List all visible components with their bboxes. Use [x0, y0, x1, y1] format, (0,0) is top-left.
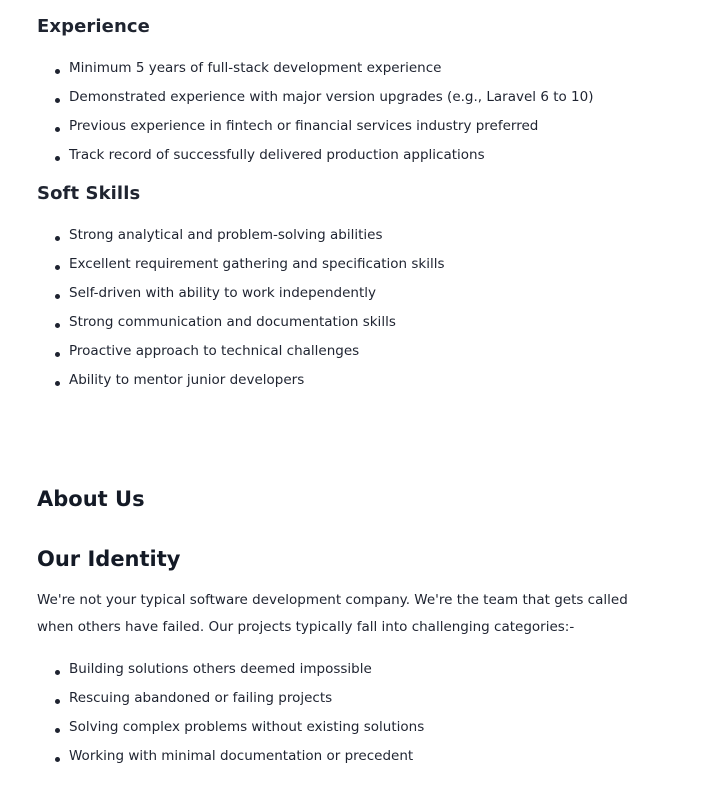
list-item-text: Strong communication and documentation skills — [69, 314, 396, 330]
list-item — [37, 308, 445, 337]
bullet-icon — [55, 69, 60, 74]
bullet-icon — [55, 352, 60, 357]
identity-paragraph: We're not your typical software development company. We're the team that gets called when others have failed. Our projects typically fall into challenging categories:- — [37, 592, 628, 635]
bullet-icon — [55, 127, 60, 132]
list-item — [37, 112, 593, 141]
soft-skills-list — [37, 221, 445, 395]
list-item-text: Strong analytical and problem-solving abilities — [69, 227, 383, 243]
bullet-icon — [55, 236, 60, 241]
list-item — [37, 742, 657, 771]
experience-heading: Experience — [37, 16, 150, 37]
bullet-icon — [55, 670, 60, 675]
bullet-icon — [55, 294, 60, 299]
list-item-text: Proactive approach to technical challenges — [69, 343, 360, 359]
bullet-icon — [55, 381, 60, 386]
list-item-text: Previous experience in fintech or financial services industry preferred — [69, 118, 539, 134]
list-item — [37, 684, 657, 713]
list-item-text: Solving complex problems without existing solutions — [69, 719, 425, 735]
list-item — [37, 141, 593, 170]
experience-list — [37, 54, 593, 170]
list-item-text: Building solutions others deemed impossible — [69, 661, 372, 677]
list-item — [37, 337, 445, 366]
list-item — [37, 279, 445, 308]
list-item — [37, 250, 445, 279]
list-item — [37, 655, 657, 684]
list-item-text: Excellent requirement gathering and specification skills — [69, 256, 445, 272]
identity-list — [37, 655, 657, 771]
list-item — [37, 221, 445, 250]
list-item-text: Minimum 5 years of full-stack development experience — [69, 60, 442, 76]
list-item — [37, 83, 593, 112]
list-item-text: Working with minimal documentation or precedent — [69, 748, 414, 764]
list-item-text: Ability to mentor junior developers — [69, 372, 305, 388]
list-item — [37, 713, 657, 742]
list-item — [37, 366, 445, 395]
list-item — [37, 54, 593, 83]
bullet-icon — [55, 757, 60, 762]
identity-heading: Our Identity — [37, 547, 181, 571]
list-item-text: Demonstrated experience with major version upgrades (e.g., Laravel 6 to 10) — [69, 89, 594, 105]
bullet-icon — [55, 323, 60, 328]
soft-skills-heading: Soft Skills — [37, 183, 141, 204]
list-item-text: Self-driven with ability to work independently — [69, 285, 377, 301]
list-item-text: Track record of successfully delivered production applications — [69, 147, 485, 163]
identity-section — [37, 546, 657, 771]
about-heading: About Us — [37, 487, 145, 511]
bullet-icon — [55, 98, 60, 103]
about-section — [37, 486, 145, 512]
soft-skills-section — [37, 183, 445, 395]
bullet-icon — [55, 699, 60, 704]
experience-section — [37, 16, 593, 170]
bullet-icon — [55, 265, 60, 270]
list-item-text: Rescuing abandoned or failing projects — [69, 690, 333, 706]
bullet-icon — [55, 156, 60, 161]
bullet-icon — [55, 728, 60, 733]
